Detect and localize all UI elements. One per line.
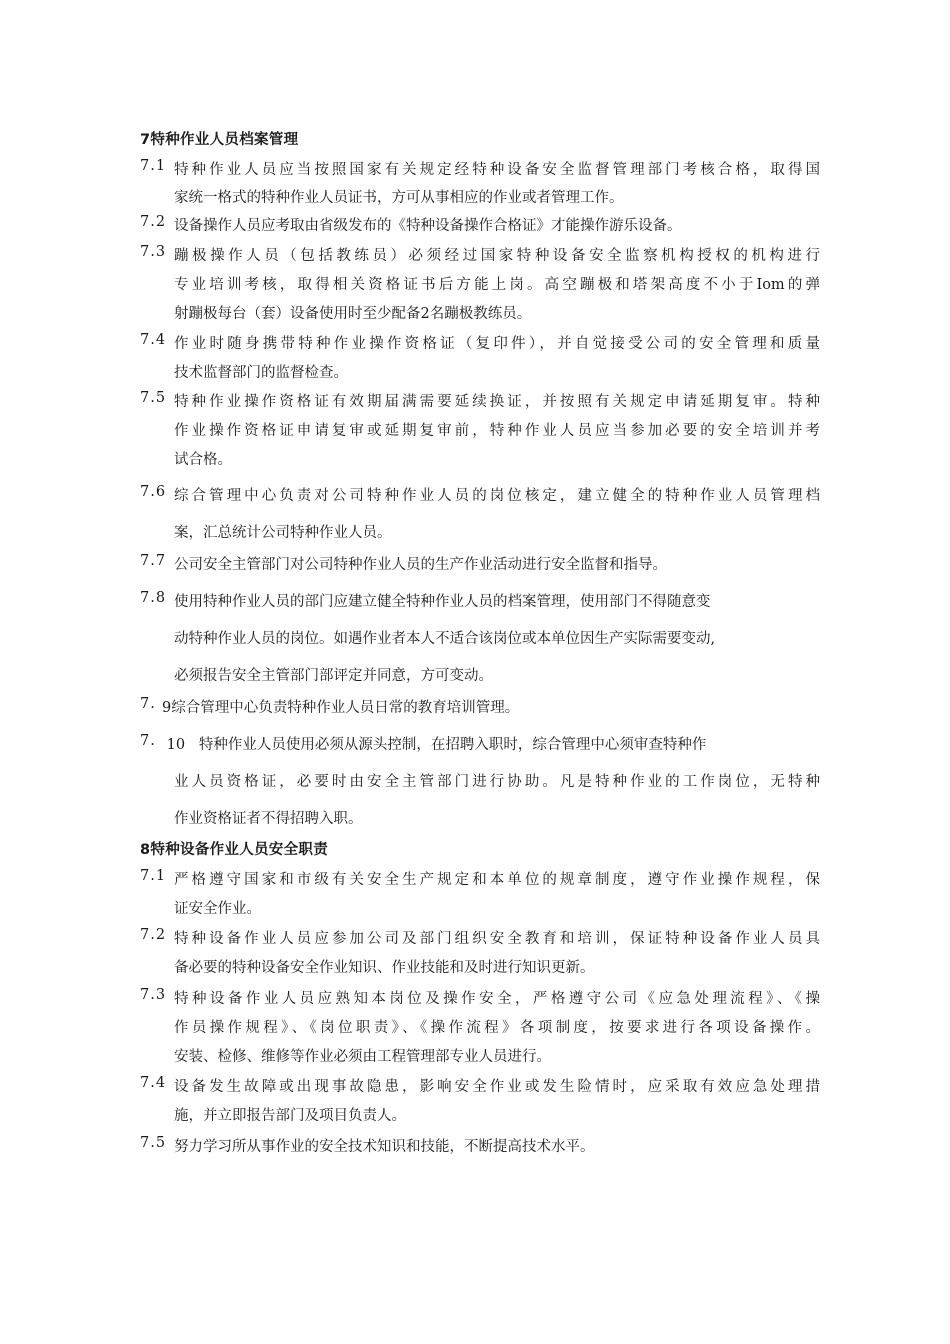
item-line: 作员操作规程》、《岗位职责》、《操作流程》各项制度，按要求进行各项设备操作。 bbox=[174, 1020, 820, 1036]
item-line: 备必要的特种设备安全作业知识、作业技能和及时进行知识更新。 bbox=[174, 960, 595, 976]
item-line: 特种作业操作资格证有效期届满需要延续换证，并按照有关规定申请延期复审。特种 bbox=[174, 394, 820, 410]
item-line: 试合格。 bbox=[174, 452, 232, 468]
item-line: 专业培训考核，取得相关资格证书后方能上岗。高空蹦极和塔架高度不小于Iom的弹 bbox=[174, 277, 820, 293]
section-8-title: 8特种设备作业人员安全职责 bbox=[140, 842, 328, 858]
item-line: 特种设备作业人员应参加公司及部门组织安全教育和培训，保证特种设备作业人员具 bbox=[174, 931, 820, 947]
item-line: 施，并立即报告部门及项目负责人。 bbox=[174, 1108, 406, 1124]
item-line: 公司安全主管部门对公司特种作业人员的生产作业活动进行安全监督和指导。 bbox=[174, 557, 667, 573]
item-line: 特种作业人员应当按照国家有关规定经特种设备安全监督管理部门考核合格，取得国 bbox=[174, 162, 820, 178]
item-number: 7.2 bbox=[140, 927, 167, 943]
item-line: 10 特种作业人员使用必须从源头控制，在招聘入职时，综合管理中心须审查特种作 bbox=[162, 737, 707, 753]
item-line: 证安全作业。 bbox=[174, 901, 261, 917]
item-line: 动特种作业人员的岗位。如遇作业者本人不适合该岗位或本单位因生产实际需要变动, bbox=[174, 631, 716, 647]
item-number: 7.7 bbox=[140, 553, 167, 569]
item-line: 技术监督部门的监督检查。 bbox=[174, 365, 348, 381]
item-number: 7.8 bbox=[140, 590, 167, 606]
item-number: 7.5 bbox=[140, 1135, 167, 1151]
item-number: 7.4 bbox=[140, 332, 167, 348]
item-line: 作业资格证者不得招聘入职。 bbox=[174, 811, 363, 827]
item-line: 9综合管理中心负责特种作业人员日常的教育培训管理。 bbox=[162, 700, 520, 716]
item-line: 设备发生故障或出现事故隐患，影响安全作业或发生险情时，应采取有效应急处理措 bbox=[174, 1079, 820, 1095]
item-line: 严格遵守国家和市级有关安全生产规定和本单位的规章制度，遵守作业操作规程，保 bbox=[174, 872, 820, 888]
item-number: 7.6 bbox=[140, 484, 167, 500]
section-7-title: 7特种作业人员档案管理 bbox=[140, 132, 299, 148]
item-line: 作业操作资格证申请复审或延期复审前，特种作业人员应当参加必要的安全培训并考 bbox=[174, 423, 820, 439]
item-line: 案，汇总统计公司特种作业人员。 bbox=[174, 525, 392, 541]
item-number: 7.3 bbox=[140, 244, 167, 260]
item-line: 家统一格式的特种作业人员证书，方可从事相应的作业或者管理工作。 bbox=[174, 190, 624, 206]
item-number: 7.1 bbox=[140, 868, 167, 884]
item-line: 使用特种作业人员的部门应建立健全特种作业人员的档案管理，使用部门不得随意变 bbox=[174, 594, 711, 610]
item-line: 综合管理中心负责对公司特种作业人员的岗位核定，建立健全的特种作业人员管理档 bbox=[174, 488, 820, 504]
item-number: 7.4 bbox=[140, 1075, 167, 1091]
item-number: 7.3 bbox=[140, 987, 167, 1003]
item-line: 业人员资格证，必要时由安全主管部门进行协助。凡是特种作业的工作岗位，无特种 bbox=[174, 774, 820, 790]
item-number: 7.2 bbox=[140, 214, 167, 230]
item-number: 7. bbox=[140, 696, 156, 712]
item-line: 蹦极操作人员（包括教练员）必须经过国家特种设备安全监察机构授权的机构进行 bbox=[174, 248, 820, 264]
item-line: 努力学习所从事作业的安全技术知识和技能，不断提高技术水平。 bbox=[174, 1139, 595, 1155]
item-line: 特种设备作业人员应熟知本岗位及操作安全，严格遵守公司《应急处理流程》、《操 bbox=[174, 991, 820, 1007]
item-line: 射蹦极每台（套）设备使用时至少配备2名蹦极教练员。 bbox=[174, 306, 532, 322]
item-line: 安装、检修、维修等作业必须由工程管理部专业人员进行。 bbox=[174, 1049, 551, 1065]
item-line: 必须报告安全主管部门部评定并同意，方可变动。 bbox=[174, 668, 493, 684]
item-number: 7.5 bbox=[140, 390, 167, 406]
item-number: 7. bbox=[140, 733, 156, 749]
item-line: 作业时随身携带特种作业操作资格证（复印件），并自觉接受公司的安全管理和质量 bbox=[174, 336, 820, 352]
item-number: 7.1 bbox=[140, 158, 167, 174]
item-line: 设备操作人员应考取由省级发布的《特种设备操作合格证》才能操作游乐设备。 bbox=[174, 218, 682, 234]
